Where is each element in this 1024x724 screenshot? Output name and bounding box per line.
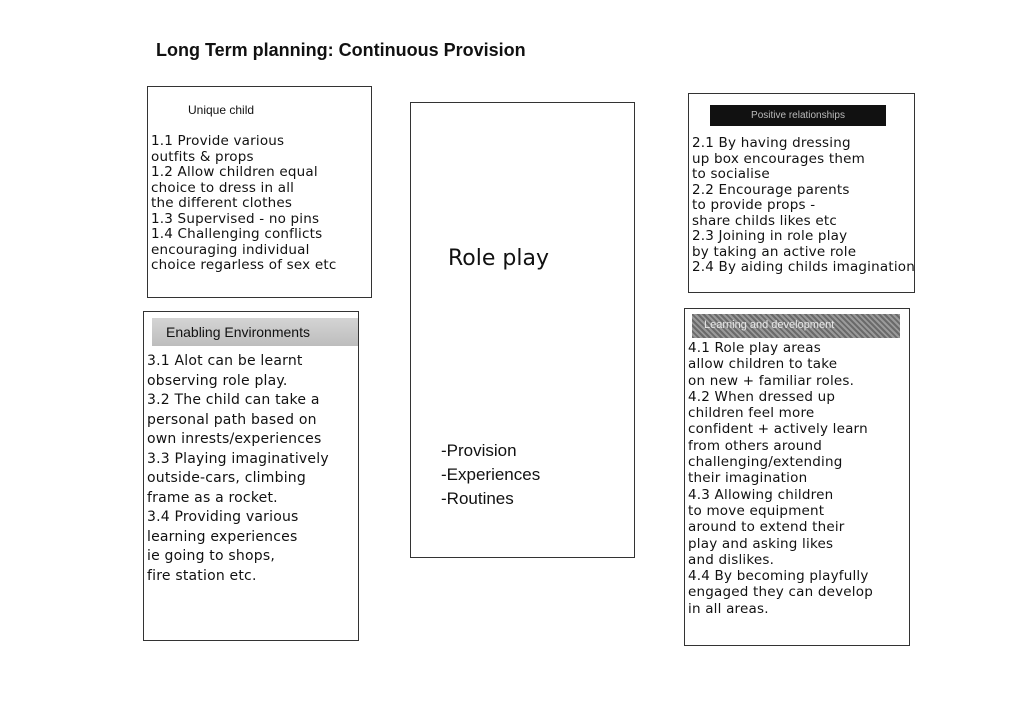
note-line: share childs likes etc	[692, 212, 837, 229]
note-line: 2.4 By aiding childs imagination	[692, 259, 916, 275]
note-line: on new + familiar roles.	[688, 372, 855, 389]
note-line: 3.1 Alot can be learnt	[147, 353, 303, 369]
note-line: 3.3 Playing imaginatively	[147, 450, 329, 467]
note-line: 1.1 Provide various	[151, 133, 285, 149]
list-item: -Experiences	[441, 465, 541, 484]
note-line: 2.2 Encourage parents	[692, 181, 850, 198]
note-line: challenging/extending	[688, 454, 843, 471]
role-play-box	[410, 102, 635, 558]
enabling-environments-box	[143, 311, 359, 641]
note-line: choice regarless of sex etc	[151, 257, 337, 273]
note-line: allow children to take	[688, 356, 838, 373]
note-line: the different clothes	[151, 195, 293, 211]
note-line: engaged they can develop	[688, 584, 873, 601]
note-line: ie going to shops,	[147, 548, 275, 564]
note-line: their imagination	[688, 470, 808, 487]
note-line: 2.1 By having dressing	[692, 135, 851, 151]
note-line: to socialise	[692, 166, 770, 182]
positive-relationships-notes	[692, 136, 915, 276]
unique-child-heading: Unique child	[188, 103, 255, 117]
note-line: up box encourages them	[692, 150, 865, 167]
note-line: confident + actively learn	[688, 421, 868, 438]
note-line: fire station etc.	[147, 567, 257, 584]
note-line: 4.1 Role play areas	[688, 340, 821, 356]
note-line: 2.3 Joining in role play	[692, 228, 848, 244]
note-line: 4.4 By becoming playfully	[688, 568, 869, 585]
learning-development-notes	[688, 340, 873, 617]
note-line: play and asking likes	[688, 535, 834, 552]
note-line: observing role play.	[147, 372, 288, 389]
note-line: to move equipment	[688, 502, 825, 519]
note-line: children feel more	[688, 405, 815, 422]
note-line: 1.4 Challenging conflicts	[151, 226, 323, 242]
note-line: by taking an active role	[692, 243, 857, 260]
note-line: 1.2 Allow children equal	[151, 164, 318, 180]
unique-child-notes	[151, 134, 336, 274]
note-line: 1.3 Supervised - no pins	[151, 210, 320, 227]
note-line: outfits & props	[151, 148, 254, 165]
note-line: and dislikes.	[688, 551, 775, 568]
note-line: 3.2 The child can take a	[147, 392, 320, 408]
note-line: outside-cars, climbing	[147, 470, 306, 486]
note-line: 3.4 Providing various	[147, 509, 299, 525]
positive-relationships-box	[688, 93, 915, 293]
list-item: -Routines	[441, 489, 514, 508]
note-line: to provide props -	[692, 197, 816, 213]
note-line: choice to dress in all	[151, 179, 295, 196]
page-title: Long Term planning: Continuous Provision	[156, 40, 526, 60]
unique-child-box	[147, 86, 372, 298]
role-play-list	[441, 439, 540, 511]
note-line: around to extend their	[688, 519, 845, 536]
enabling-environments-notes	[147, 352, 329, 586]
note-line: 4.3 Allowing children	[688, 486, 834, 503]
note-line: encouraging individual	[151, 241, 310, 258]
note-line: in all areas.	[688, 600, 769, 617]
role-play-heading: Role play	[448, 246, 549, 271]
note-line: own inrests/experiences	[147, 431, 322, 447]
learning-development-heading: Learning and development	[692, 314, 900, 338]
note-line: from others around	[688, 437, 823, 454]
positive-relationships-heading: Positive relationships	[710, 105, 886, 126]
note-line: 4.2 When dressed up	[688, 388, 836, 405]
enabling-environments-heading: Enabling Environments	[152, 318, 358, 346]
note-line: learning experiences	[147, 528, 298, 545]
note-line: frame as a rocket.	[147, 489, 278, 506]
note-line: personal path based on	[147, 411, 317, 428]
list-item: -Provision	[441, 441, 517, 460]
learning-development-box	[684, 308, 910, 646]
